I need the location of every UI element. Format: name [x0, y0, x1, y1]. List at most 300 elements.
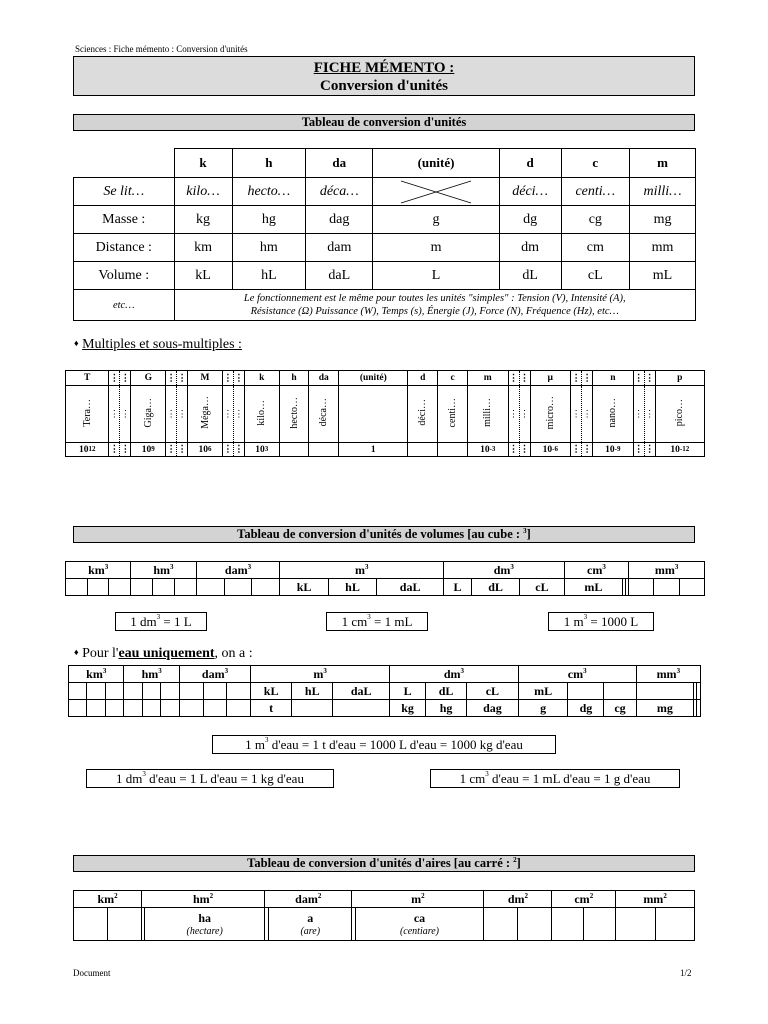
spacer-cell: ⋮ [508, 386, 519, 443]
cell: g [373, 206, 499, 234]
section-title-areas [73, 855, 695, 872]
volume-sub-unit: hL [328, 579, 376, 596]
spacer-cell: ⋮ [166, 443, 177, 457]
empty-cell [252, 579, 280, 596]
unit-label: m [355, 562, 365, 577]
section-title-volumes [73, 526, 695, 543]
spacer-cell: ⋮ [222, 371, 233, 386]
w2-b: d'eau = 1 L d'eau = 1 kg d'eau [145, 771, 304, 786]
spacer-cell: ⋮ [633, 386, 644, 443]
power-exp: 9 [151, 444, 155, 453]
unit-exp: 3 [676, 666, 681, 675]
empty-cell [568, 683, 604, 700]
prefix-da: da [306, 149, 373, 178]
prefix-m: m [630, 149, 696, 178]
prefix-symbol: (unité) [339, 371, 408, 386]
cell: dag [306, 206, 373, 234]
volume-sub-unit: dL [471, 579, 519, 596]
spacer-cell: ⋮ [519, 443, 530, 457]
unit-exp: 3 [323, 666, 327, 675]
water-unit-mm [636, 666, 700, 683]
equality-m3 [548, 612, 654, 631]
prefix-c: c [561, 149, 629, 178]
prefix-name-cell [244, 386, 279, 443]
prefix-power [530, 443, 571, 457]
empty-cell [142, 683, 160, 700]
w2-exp: 3 [142, 770, 146, 778]
cell: déci… [499, 178, 561, 206]
empty-cell [333, 700, 390, 717]
power-exp: -9 [614, 444, 621, 453]
volume-unit-m [280, 562, 444, 579]
prefix-symbol: n [593, 371, 634, 386]
empty-cell [654, 579, 679, 596]
unit-label: km [86, 666, 103, 681]
unit-exp: 3 [583, 666, 587, 675]
spacer-cell: ⋮ [644, 386, 655, 443]
prefix-symbol: h [279, 371, 309, 386]
prefix-symbol: da [309, 371, 339, 386]
prefix-name: Giga… [142, 397, 154, 428]
unit-label: cm [574, 891, 590, 906]
water-mass-unit: cg [604, 700, 636, 717]
water-volume-unit: daL [333, 683, 390, 700]
spacer-cell: ⋮ [120, 386, 131, 443]
unit-label: cm [587, 562, 603, 577]
area-unit-dm [484, 891, 552, 908]
w2-a: 1 dm [116, 771, 143, 786]
prefix-name: micro… [544, 395, 556, 430]
water-pre: Pour l' [82, 646, 119, 661]
water-mass-unit: mg [636, 700, 693, 717]
cell: L [373, 262, 499, 290]
eq3-a: 1 m [563, 614, 584, 629]
cell: hm [232, 234, 306, 262]
unit-exp: 3 [102, 666, 107, 675]
prefix-name: hecto… [288, 396, 300, 429]
empty-cell [179, 683, 203, 700]
cell: hg [232, 206, 306, 234]
volume-unit-dm [444, 562, 564, 579]
power-base: 10 [198, 444, 209, 455]
volume-unit-hm [131, 562, 196, 579]
unit-label: dm [507, 891, 525, 906]
prefix-power [438, 443, 468, 457]
spacer-cell: ⋮ [633, 443, 644, 457]
water-unit-cm [518, 666, 636, 683]
empty-cell [224, 579, 252, 596]
spacer-cell: ⋮ [582, 386, 593, 443]
footer-left: Document [73, 968, 111, 978]
cell: kilo… [174, 178, 232, 206]
empty-cell [69, 700, 87, 717]
water-equality-dm3 [86, 769, 334, 788]
prefix-name: pico… [674, 398, 686, 427]
spacer-cell: ⋮ [508, 443, 519, 457]
cell: mg [630, 206, 696, 234]
prefix-power [131, 443, 166, 457]
empty-cell [87, 683, 105, 700]
page-title-box [73, 56, 695, 96]
multiples-title: Multiples et sous-multiples : [82, 337, 242, 352]
spacer-cell: ⋮ [644, 443, 655, 457]
spacer-cell: ⋮ [109, 443, 120, 457]
water-mass-unit: dg [568, 700, 604, 717]
prefix-symbol: G [131, 371, 166, 386]
spacer-cell: ⋮ [508, 371, 519, 386]
spacer-cell: ⋮ [166, 371, 177, 386]
crossed-cell [373, 178, 499, 206]
unit-exp: 2 [663, 891, 667, 900]
power-base: 1 [370, 444, 376, 455]
empty-cell [196, 579, 224, 596]
power-base: 10 [605, 444, 615, 455]
spacer-cell: ⋮ [644, 371, 655, 386]
conversion-table [73, 148, 696, 321]
sec3-end: ] [516, 856, 521, 870]
unit-exp: 3 [674, 562, 679, 571]
unit-exp: 3 [365, 562, 369, 571]
empty-cell [584, 908, 616, 941]
w1-b: d'eau = 1 t d'eau = 1000 L d'eau = 1000 kg d'eau [268, 737, 523, 752]
water-equality-cm3 [430, 769, 680, 788]
water-volume-unit: cL [467, 683, 519, 700]
power-base: 10 [141, 444, 152, 455]
prefix-power [279, 443, 309, 457]
empty-cell [518, 908, 552, 941]
prefix-symbol: c [438, 371, 468, 386]
unit-exp: 3 [158, 666, 162, 675]
prefix-symbol: µ [530, 371, 571, 386]
spacer-cell: ⋮ [633, 371, 644, 386]
empty-cell [227, 683, 251, 700]
unit-exp: 2 [589, 891, 594, 900]
empty-cell [679, 579, 704, 596]
eq3-exp: 3 [583, 613, 588, 621]
area-unit-desc: (are) [300, 926, 321, 937]
water-post: , on a : [214, 646, 253, 661]
w3-a: 1 cm [459, 771, 486, 786]
unit-exp: 3 [104, 562, 109, 571]
empty-cell [174, 579, 196, 596]
spacer-cell: ⋮ [177, 443, 188, 457]
empty-cell [109, 579, 131, 596]
spacer-cell: ⋮ [582, 371, 593, 386]
unit-label: km [97, 891, 115, 906]
water-unit-dam [179, 666, 250, 683]
etc-note-line2: Résistance (Ω) Puissance (W), Temps (s), Énergie (J), Force (N), Fréquence (Hz), etc… [250, 306, 619, 317]
spacer-cell: ⋮ [109, 386, 120, 443]
cell: kL [174, 262, 232, 290]
water-volume-unit: L [390, 683, 426, 700]
unit-label: m [313, 666, 324, 681]
water-table [68, 665, 701, 717]
water-mass-unit: hg [426, 700, 467, 717]
volume-sub-unit: cL [520, 579, 564, 596]
cross-mark [399, 179, 473, 205]
empty-cell [697, 700, 701, 717]
water-volume-unit: hL [292, 683, 333, 700]
unit-exp: 3 [170, 562, 174, 571]
empty-cell [655, 908, 694, 941]
cell: déca… [306, 178, 373, 206]
water-heading [74, 646, 253, 662]
row-label-mass: Masse : [74, 206, 175, 234]
cell: m [373, 234, 499, 262]
prefix-d: d [499, 149, 561, 178]
cell: cm [561, 234, 629, 262]
eq1-b: = 1 L [160, 614, 192, 629]
prefix-name-cell [408, 386, 438, 443]
unit-label: dam [201, 666, 225, 681]
empty-cell [161, 700, 180, 717]
prefix-name: centi… [447, 397, 459, 428]
spacer-cell: ⋮ [233, 371, 244, 386]
empty-cell [203, 683, 227, 700]
eq2-a: 1 cm [341, 614, 368, 629]
unit-exp: 2 [317, 891, 322, 900]
spacer-cell: ⋮ [177, 371, 188, 386]
water-unit-m [251, 666, 390, 683]
water-mass-unit: t [251, 700, 292, 717]
area-unit-dam [265, 891, 352, 908]
unit-label: dam [295, 891, 318, 906]
empty-cell [124, 683, 142, 700]
empty-cell [629, 579, 654, 596]
water-volume-unit: dL [426, 683, 467, 700]
page-subtitle: Conversion d'unités [320, 78, 448, 94]
unit-exp: 3 [510, 562, 514, 571]
area-named-unit [355, 908, 484, 941]
empty-cell [108, 908, 142, 941]
prefix-name-cell [309, 386, 339, 443]
empty-cell [484, 908, 518, 941]
eq2-exp: 3 [367, 613, 371, 621]
power-exp: -3 [489, 444, 496, 453]
area-unit-desc: (centiare) [399, 926, 440, 937]
unit-exp: 2 [209, 891, 214, 900]
empty-cell [142, 700, 160, 717]
multiples-heading [74, 337, 242, 353]
cell: dg [499, 206, 561, 234]
cell: mm [630, 234, 696, 262]
volume-unit-dam [196, 562, 280, 579]
power-exp: 12 [88, 444, 96, 453]
area-unit-hm [142, 891, 265, 908]
prefix-name: déci… [417, 399, 429, 426]
cell: dL [499, 262, 561, 290]
empty-cell [604, 683, 636, 700]
area-unit-mm [616, 891, 695, 908]
prefix-symbol: k [244, 371, 279, 386]
sec2-exp: 3 [523, 527, 527, 535]
equality-cm3 [326, 612, 428, 631]
spacer-cell: ⋮ [571, 371, 582, 386]
prefix-name-cell [593, 386, 634, 443]
volume-unit-km [66, 562, 131, 579]
sec2-text: Tableau de conversion d'unités de volumes [au cube : [237, 527, 524, 541]
prefix-name: Méga… [199, 396, 211, 429]
page-title: FICHE MÉMENTO : [313, 60, 455, 76]
empty-cell [105, 683, 124, 700]
unit-label: mm [656, 666, 677, 681]
spacer-cell: ⋮ [582, 443, 593, 457]
prefix-name: milli… [482, 398, 494, 427]
cell: hL [232, 262, 306, 290]
unit-exp: 3 [602, 562, 606, 571]
w3-exp: 3 [485, 770, 489, 778]
page-header: Sciences : Fiche mémento : Conversion d'unités [75, 44, 248, 54]
eq1-a: 1 dm [130, 614, 157, 629]
prefix-symbol: p [655, 371, 704, 386]
prefix-h: h [232, 149, 306, 178]
unit-label: m [411, 891, 422, 906]
prefix-name-cell [530, 386, 571, 443]
empty-cell [153, 579, 175, 596]
power-base: 10 [670, 444, 680, 455]
empty-cell [161, 683, 180, 700]
prefix-name: déca… [318, 398, 330, 427]
area-unit-name: a [307, 911, 314, 925]
spacer-cell: ⋮ [519, 371, 530, 386]
spacer-cell: ⋮ [222, 443, 233, 457]
footer-page: 1/2 [680, 968, 692, 978]
water-equality-m3 [212, 735, 556, 754]
equality-dm3 [115, 612, 207, 631]
area-unit-cm [552, 891, 616, 908]
power-base: 10 [480, 444, 490, 455]
eq3-b: = 1000 L [587, 614, 639, 629]
spacer-cell: ⋮ [109, 371, 120, 386]
spacer-cell: ⋮ [571, 443, 582, 457]
volume-sub-unit: kL [280, 579, 328, 596]
unit-label: hm [153, 562, 171, 577]
volume-unit-cm [564, 562, 629, 579]
prefix-unit: (unité) [373, 149, 499, 178]
prefix-symbol: M [188, 371, 223, 386]
spacer-cell: ⋮ [571, 386, 582, 443]
prefix-symbol: m [467, 371, 508, 386]
unit-label: km [88, 562, 105, 577]
unit-label: cm [567, 666, 584, 681]
empty-cell [69, 683, 87, 700]
etc-note [174, 290, 696, 321]
spacer-cell: ⋮ [222, 386, 233, 443]
cell: cg [561, 206, 629, 234]
unit-label: dm [493, 562, 511, 577]
eq2-b: = 1 mL [370, 614, 413, 629]
prefix-name: kilo… [256, 399, 268, 426]
volume-sub-unit: L [444, 579, 472, 596]
power-exp: 3 [264, 444, 269, 453]
eq1-exp: 3 [156, 613, 161, 621]
prefix-name-cell [655, 386, 704, 443]
cell: kg [174, 206, 232, 234]
unit-exp: 3 [224, 666, 229, 675]
area-named-unit [145, 908, 265, 941]
unit-label: dam [224, 562, 248, 577]
cell: km [174, 234, 232, 262]
spacer-cell: ⋮ [120, 443, 131, 457]
cell: hecto… [232, 178, 306, 206]
empty-cell [552, 908, 584, 941]
cell: cL [561, 262, 629, 290]
diamond-icon: ♦ [74, 338, 79, 348]
unit-label: hm [192, 891, 210, 906]
area-unit-name: ha [198, 911, 211, 925]
multiples-table [65, 370, 705, 457]
empty-cell [87, 579, 109, 596]
empty-cell [131, 579, 153, 596]
empty-cell [124, 700, 142, 717]
prefix-power [593, 443, 634, 457]
prefix-power [408, 443, 438, 457]
area-unit-name: ca [413, 911, 426, 925]
empty-cell [636, 683, 693, 700]
prefix-name: nano… [607, 397, 619, 428]
area-unit-desc: (hectare) [186, 926, 223, 937]
row-label-volume: Volume : [74, 262, 175, 290]
water-mass-unit: g [518, 700, 568, 717]
unit-exp: 3 [247, 562, 252, 571]
empty-cell [66, 579, 88, 596]
power-base: 10 [78, 444, 89, 455]
power-base: 10 [255, 444, 265, 455]
empty-cell [74, 908, 108, 941]
prefix-name-cell [467, 386, 508, 443]
cell: daL [306, 262, 373, 290]
water-bold: eau uniquement [118, 646, 215, 661]
unit-exp: 2 [421, 891, 425, 900]
empty-cell [227, 700, 251, 717]
unit-label: dm [443, 666, 461, 681]
row-label-reading: Se lit… [74, 178, 175, 206]
prefix-power [655, 443, 704, 457]
water-mass-unit: kg [390, 700, 426, 717]
prefix-power [309, 443, 339, 457]
prefix-power [467, 443, 508, 457]
prefix-name-cell [66, 386, 109, 443]
prefix-power [244, 443, 279, 457]
empty-cell [105, 700, 124, 717]
power-exp: -6 [552, 444, 558, 453]
w1-a: 1 m [245, 737, 265, 752]
prefix-name-cell [188, 386, 223, 443]
prefix-power [339, 443, 408, 457]
volume-sub-unit: mL [564, 579, 623, 596]
spacer-cell: ⋮ [120, 371, 131, 386]
spacer-cell: ⋮ [233, 386, 244, 443]
volume-table [65, 561, 705, 596]
cell: mL [630, 262, 696, 290]
cell: centi… [561, 178, 629, 206]
prefix-symbol: d [408, 371, 438, 386]
row-label-distance: Distance : [74, 234, 175, 262]
section-title-conversion: Tableau de conversion d'unités [73, 114, 695, 131]
empty-cell [203, 700, 227, 717]
empty-cell [616, 908, 655, 941]
prefix-name-cell [131, 386, 166, 443]
water-volume-unit: kL [251, 683, 292, 700]
unit-exp: 2 [114, 891, 118, 900]
prefix-name-cell [339, 386, 408, 443]
power-exp: -12 [679, 444, 690, 453]
w3-b: d'eau = 1 mL d'eau = 1 g d'eau [488, 771, 651, 786]
empty-cell [697, 683, 701, 700]
area-unit-km [74, 891, 142, 908]
w1-exp: 3 [265, 736, 269, 744]
unit-label: mm [654, 562, 675, 577]
